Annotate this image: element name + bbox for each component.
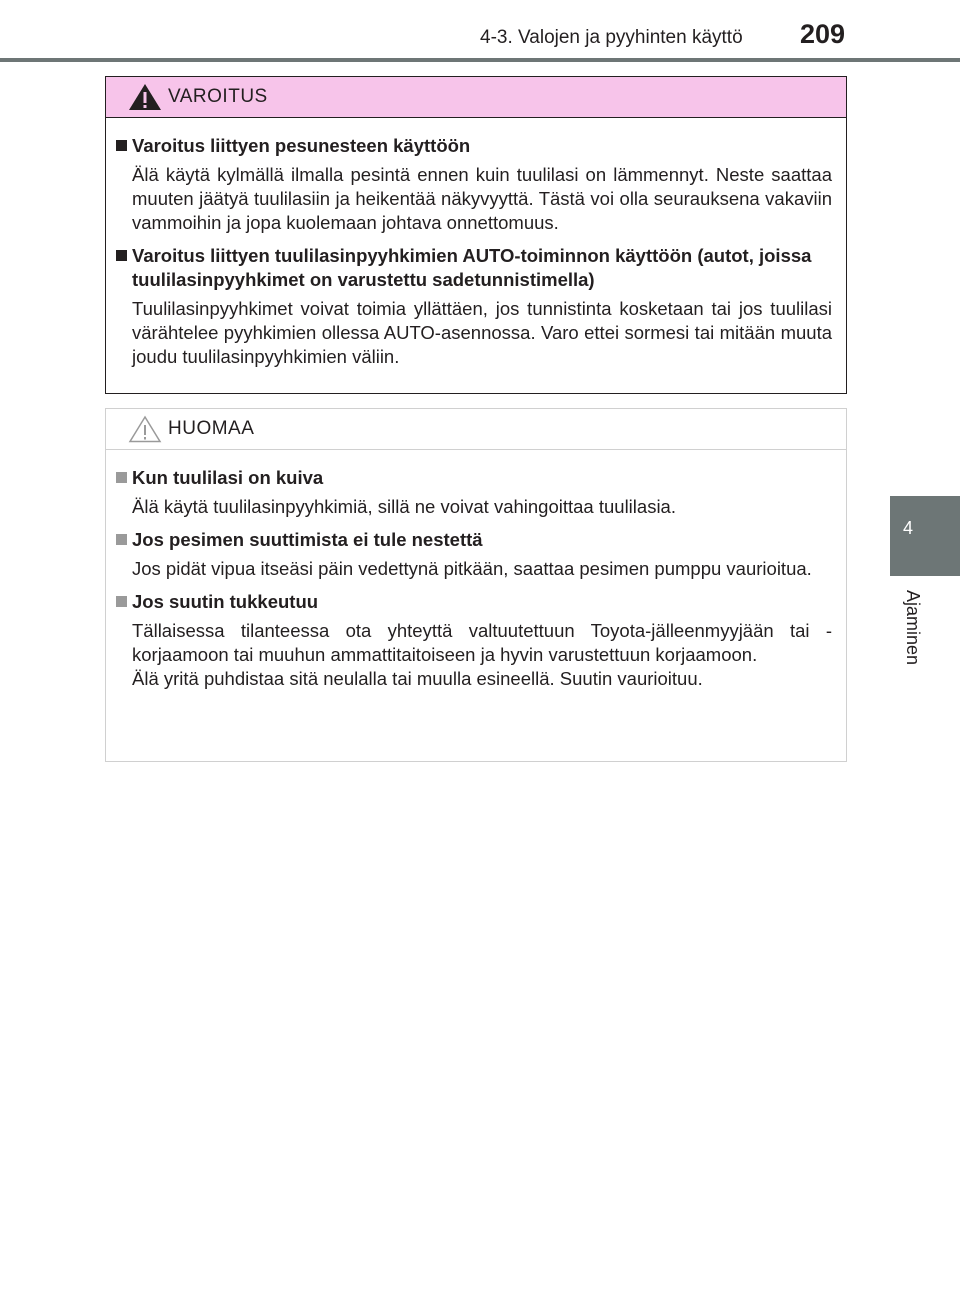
notice-header [106, 409, 846, 450]
warning-body [106, 118, 846, 369]
item-text: Älä käytä kylmällä ilmalla pesintä ennen kuin tuulilasi on lämmennyt. Neste saattaa muuten jäätyä tuulilasiin ja heikentää näkyvyyttä. Tästä voi olla seurauksena vakaviin vammoihin ja jopa kuolemaan johtava onnettomuus. [132, 164, 832, 233]
section-title: 4-3. Valojen ja pyyhinten käyttö [480, 27, 743, 48]
square-bullet-icon [116, 534, 127, 545]
item-heading: Jos suutin tukkeutuu [132, 591, 319, 612]
item-text: Jos pidät vipua itseäsi päin vedettynä pitkään, saattaa pesimen pumppu vaurioitua. [132, 558, 812, 579]
header-rule [0, 58, 960, 62]
chapter-number: 4 [902, 518, 913, 538]
page-number: 209 [800, 19, 846, 49]
item-heading: Varoitus liittyen pesunesteen käyttöön [132, 135, 471, 156]
warning-item [116, 134, 832, 235]
notice-title: HUOMAA [168, 418, 255, 439]
square-bullet-icon [116, 472, 127, 483]
notice-item [116, 466, 832, 519]
item-text [116, 619, 832, 691]
notice-item [116, 590, 832, 691]
chapter-label: Ajaminen [903, 590, 923, 666]
square-bullet-icon [116, 250, 127, 261]
notice-body [106, 450, 846, 691]
warning-header [106, 77, 846, 118]
warning-item [116, 244, 832, 369]
warning-triangle-icon [128, 83, 162, 111]
warning-title: VAROITUS [168, 86, 268, 107]
item-paragraph: Tällaisessa tilanteessa ota yhteyttä valtuutettuun Toyota-jälleenmyyjään tai -korjaamoon tai muuhun ammattitaitoiseen ja hyvin varustettuun korjaamoon. [132, 620, 832, 665]
warning-triangle-outline-icon [128, 415, 162, 443]
item-text: Tuulilasinpyyhkimet voivat toimia yllättäen, jos tunnistinta kosketaan tai jos tuulilasi värähtelee pyyhkimien ollessa AUTO-asennossa. Varo ettei sormesi tai mitään muuta joudu tuulilasinpyyhkimien väliin. [132, 298, 832, 367]
warning-box [105, 76, 847, 394]
notice-box [105, 408, 847, 762]
item-text: Älä käytä tuulilasinpyyhkimiä, sillä ne voivat vahingoittaa tuulilasia. [132, 496, 676, 517]
notice-item [116, 528, 832, 581]
item-heading: Kun tuulilasi on kuiva [132, 467, 324, 488]
square-bullet-icon [116, 140, 127, 151]
square-bullet-icon [116, 596, 127, 607]
item-heading: Jos pesimen suuttimista ei tule nestettä [132, 529, 483, 550]
item-heading: Varoitus liittyen tuulilasinpyyhkimien AUTO-toiminnon käyttöön (autot, joissa tuulilasinpyyhkimet on varustettu sadetunnistimella) [132, 245, 812, 290]
item-paragraph: Älä yritä puhdistaa sitä neulalla tai muulla esineellä. Suutin vaurioituu. [132, 668, 703, 689]
